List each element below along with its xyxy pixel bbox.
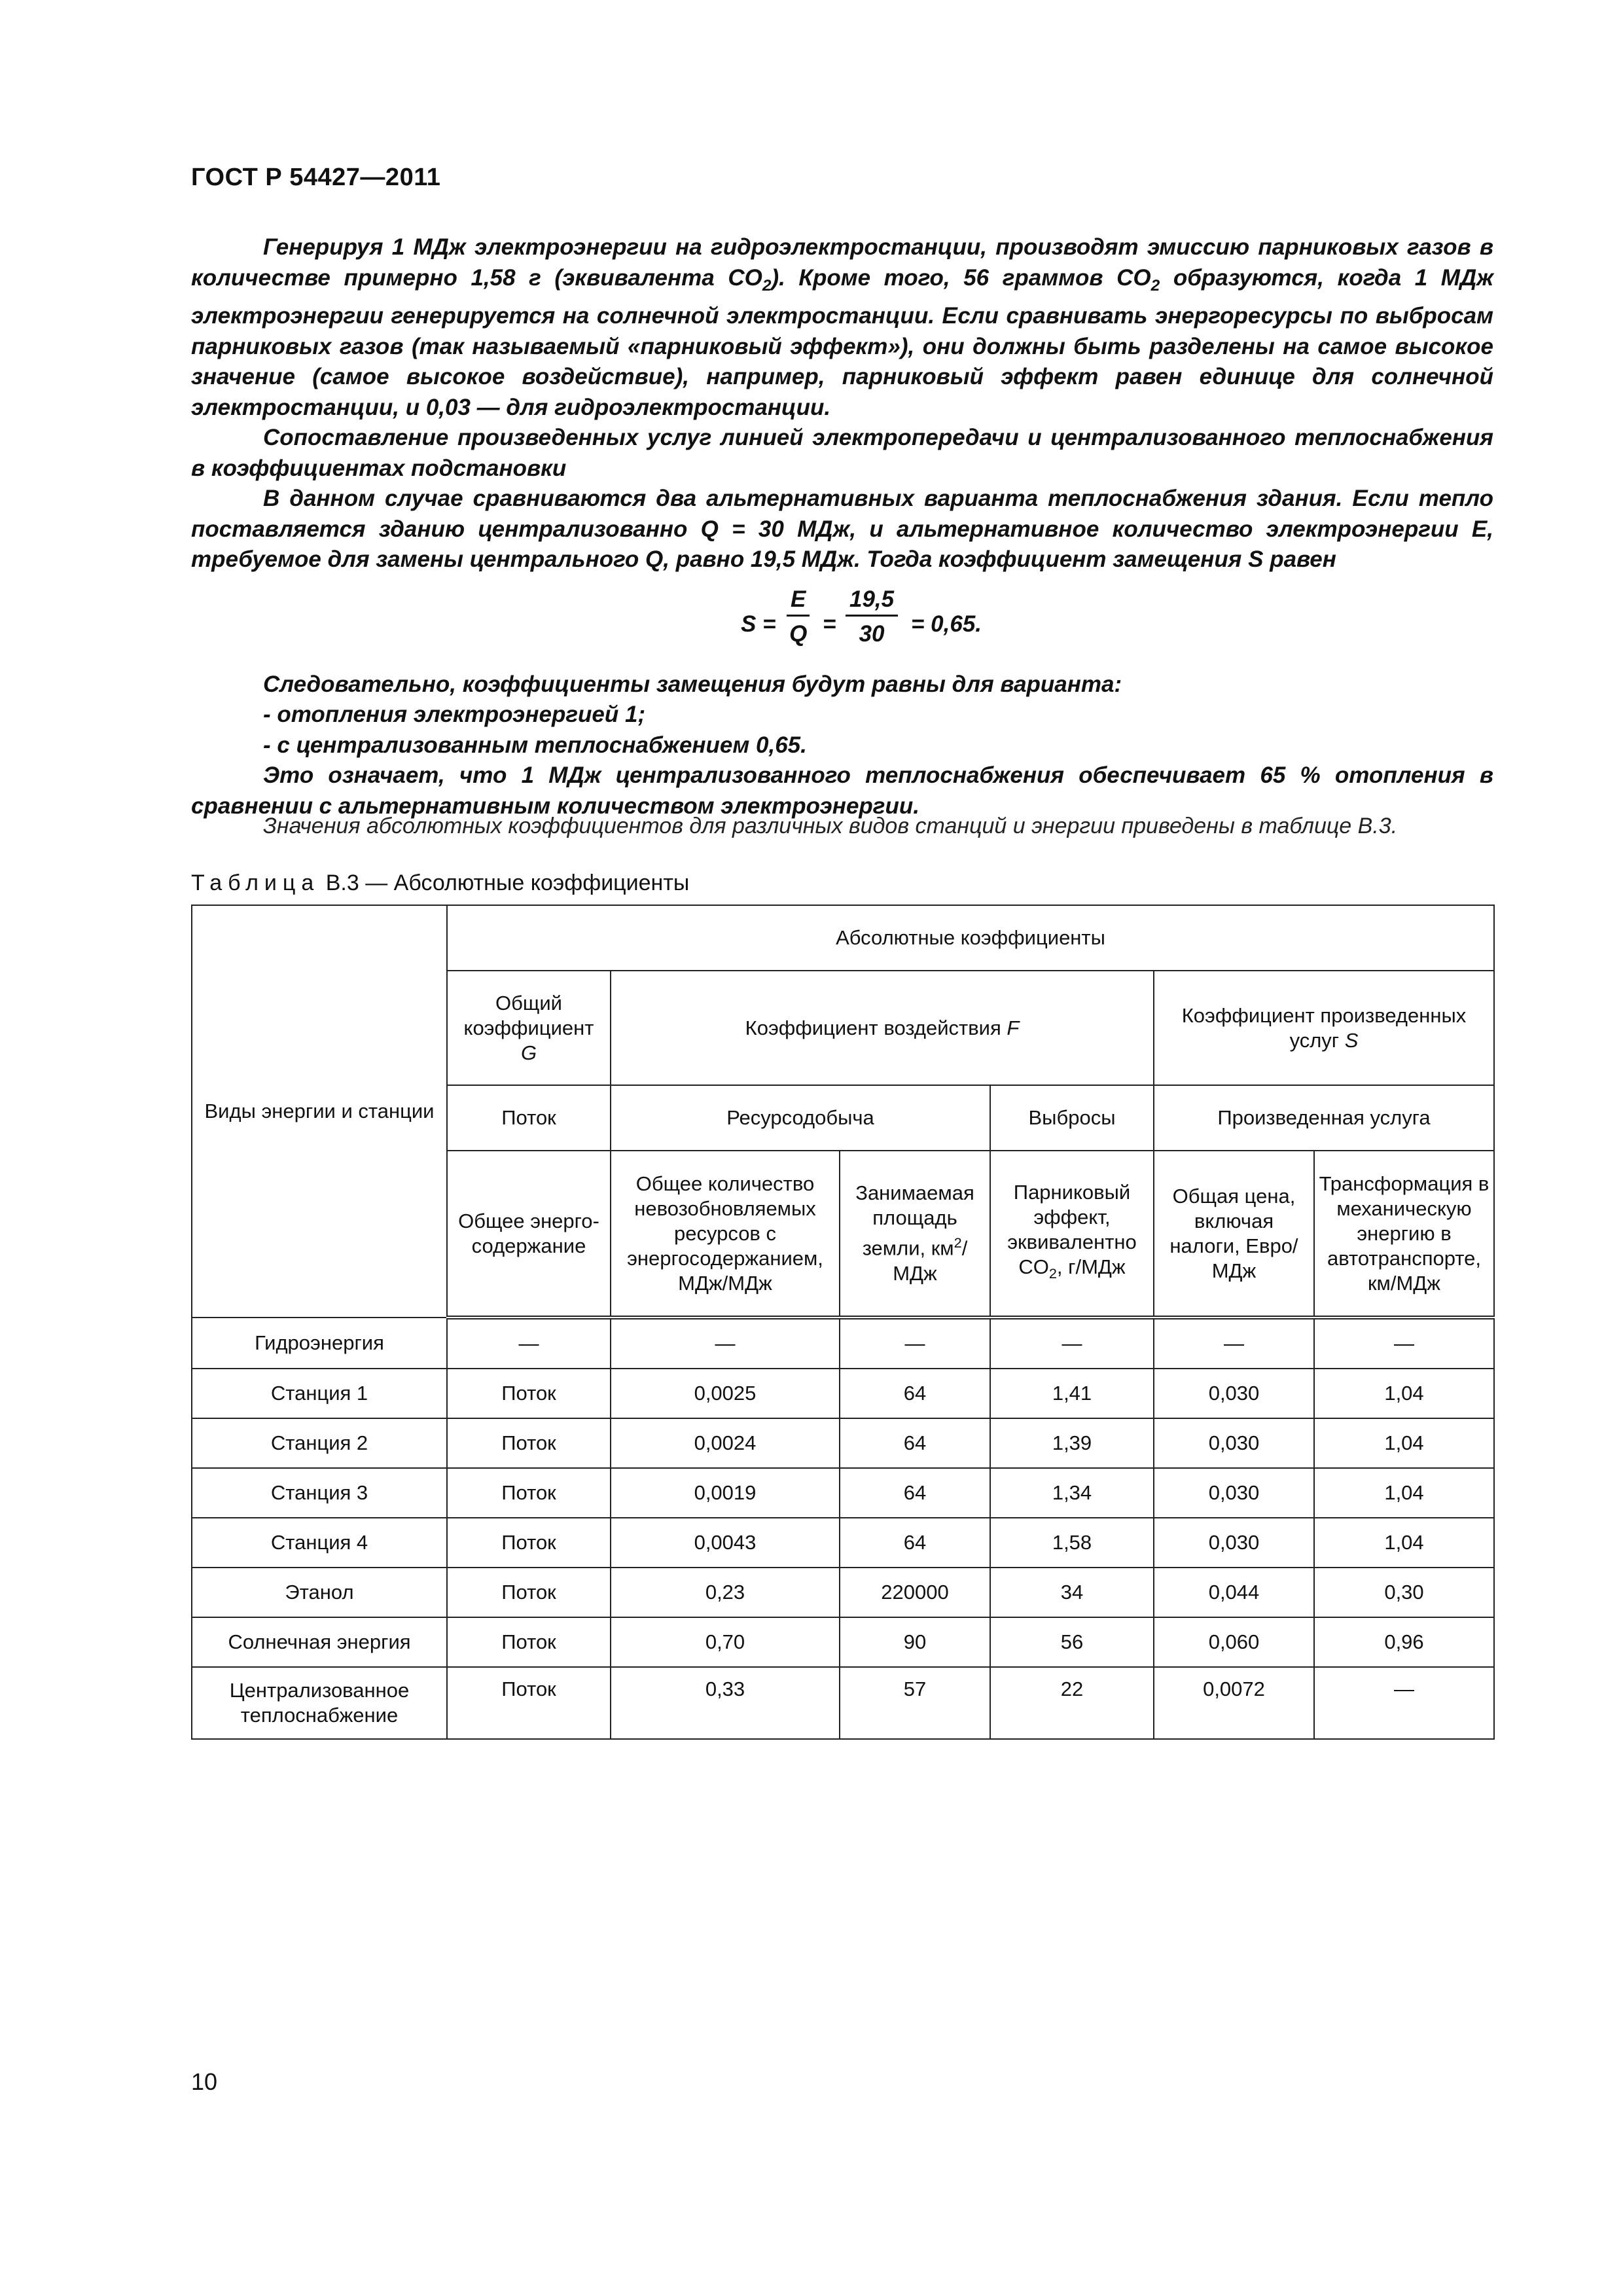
header-produced-service: Произведенная услуга — [1154, 1085, 1494, 1151]
table-cell: — — [447, 1318, 611, 1369]
table-caption: Таблица В.3 — Абсолютные коэффициенты — [191, 870, 690, 895]
header-land-area: Занимаемая площадь земли, $км^2$/МДж — [840, 1151, 990, 1318]
table-row — [192, 1318, 1494, 1369]
table-cell: 0,0025 — [611, 1369, 840, 1418]
absolute-coefficients-table — [191, 905, 1495, 1740]
table-cell: 90 — [840, 1617, 990, 1667]
list-item-district-heating: - с централизованным теплоснабжением 0,65. — [263, 732, 807, 758]
table-cell: 64 — [840, 1418, 990, 1468]
formula-lhs: S = — [741, 611, 776, 637]
table-cell: 0,030 — [1154, 1418, 1314, 1468]
table-cell: Поток — [447, 1568, 611, 1617]
header-absolute-coefficients: Абсолютные коэффициенты — [447, 905, 1494, 971]
formula-fraction-symbolic: $\frac{E}{Q}$ — [787, 584, 810, 650]
row-label: Станция 3 — [192, 1468, 447, 1518]
row-label: Гидроэнергия — [192, 1318, 447, 1369]
row-label: Станция 2 — [192, 1418, 447, 1468]
formula-result: = 0,65. — [911, 611, 982, 637]
paragraph-conclusion-intro: Следовательно, коэффициенты замещения будут равны для варианта: — [263, 671, 1122, 697]
body-text — [191, 232, 1493, 821]
table-row — [192, 1568, 1494, 1617]
table-row — [192, 1468, 1494, 1518]
table-row — [192, 1617, 1494, 1667]
header-services-coefficient: Коэффициент произведенных услуг S — [1154, 971, 1494, 1085]
header-impact-coefficient: Коэффициент воздействия F — [611, 971, 1154, 1085]
table-cell: 220000 — [840, 1568, 990, 1617]
table-cell: 1,34 — [990, 1468, 1154, 1518]
paragraph-alternatives: В данном случае сравниваются два альтернативных варианта теплоснабжения здания. Если тепло поставляется зданию централизованно Q = 30 МДж, и альтернативное количество электроэнергии E, требуемое для замены центрального Q, равно 19,5 МДж. Тогда коэффициент замещения S равен — [191, 486, 1493, 572]
standard-code-header: ГОСТ Р 54427—2011 — [191, 164, 441, 191]
table-cell: 0,030 — [1154, 1468, 1314, 1518]
table-cell: 1,04 — [1314, 1518, 1494, 1568]
table-cell: — — [611, 1318, 840, 1369]
formula-equals: = — [823, 611, 836, 637]
table-cell: Поток — [447, 1617, 611, 1667]
table-cell: 0,030 — [1154, 1369, 1314, 1418]
paragraph-emissions: Генерируя 1 МДж электроэнергии на гидроэлектростанции, производят эмиссию парниковых газов в количестве примерно 1,58 г (эквивалента $CO_2$). Кроме того, 56 граммов $CO_2$ образуются, когда 1 МДж электроэнергии генерируется на солнечной электростанции. Если сравнивать энергоресурсы по выбросам парниковых газов (так называемый «парниковый эффект»), они должны быть разделены на самое высокое значение (самое высокое воздействие), например, парниковый эффект равен единице для солнечной электростанции, и 0,03 — для гидроэлектростанции. — [191, 234, 1493, 420]
table-cell: 64 — [840, 1468, 990, 1518]
table-row — [192, 1518, 1494, 1568]
table-cell: 0,0024 — [611, 1418, 840, 1468]
table-cell: 0,044 — [1154, 1568, 1314, 1617]
header-total-price: Общая цена, включая налоги, Евро/МДж — [1154, 1151, 1314, 1318]
header-resource-extraction: Ресурсодобыча — [611, 1085, 990, 1151]
header-energy-types: Виды энергии и станции — [192, 905, 447, 1318]
row-label: Этанол — [192, 1568, 447, 1617]
table-cell: 64 — [840, 1518, 990, 1568]
header-total-energy-content: Общее энерго-содержание — [447, 1151, 611, 1318]
table-cell: — — [990, 1318, 1154, 1369]
table-row — [192, 1418, 1494, 1468]
table-cell: Поток — [447, 1518, 611, 1568]
table-cell: 0,96 — [1314, 1617, 1494, 1667]
header-greenhouse-effect: Парниковый эффект, эквивалентно $CO_2$, г/МДж — [990, 1151, 1154, 1318]
table-cell: 1,04 — [1314, 1468, 1494, 1518]
table-cell: 1,39 — [990, 1418, 1154, 1468]
header-general-coefficient: Общий коэффициент G — [447, 971, 611, 1085]
table-cell: 1,04 — [1314, 1418, 1494, 1468]
table-cell: 0,30 — [1314, 1568, 1494, 1617]
table-cell: 64 — [840, 1369, 990, 1418]
table-cell: 1,58 — [990, 1518, 1154, 1568]
table-row — [192, 1369, 1494, 1418]
substitution-formula — [191, 584, 1493, 656]
table-cell: Поток — [447, 1468, 611, 1518]
table-cell: 1,41 — [990, 1369, 1154, 1418]
table-cell: 0,23 — [611, 1568, 840, 1617]
table-cell: 0,70 — [611, 1617, 840, 1667]
table-cell: — — [1154, 1318, 1314, 1369]
header-flow: Поток — [447, 1085, 611, 1151]
row-label: Станция 1 — [192, 1369, 447, 1418]
table-cell: 0,030 — [1154, 1518, 1314, 1568]
table-cell: 0,0072 — [1154, 1667, 1314, 1739]
table-cell: 0,0043 — [611, 1518, 840, 1568]
table-cell: 34 — [990, 1568, 1154, 1617]
row-label: Централизованное теплоснабжение — [192, 1667, 447, 1739]
table-row — [192, 1667, 1494, 1739]
page-number: 10 — [191, 2068, 218, 2095]
list-item-electric-heating: - отопления электроэнергией 1; — [263, 702, 646, 727]
table-cell: — — [840, 1318, 990, 1369]
row-label: Станция 4 — [192, 1518, 447, 1568]
table-cell: 0,0019 — [611, 1468, 840, 1518]
formula-fraction-numeric: $\frac{19,5}{30}$ — [846, 584, 898, 650]
table-cell: 56 — [990, 1617, 1154, 1667]
row-label: Солнечная энергия — [192, 1617, 447, 1667]
table-cell: Поток — [447, 1369, 611, 1418]
paragraph-meaning: Это означает, что 1 МДж централизованного теплоснабжения обеспечивает 65 % отопления в сравнении с альтернативным количеством электроэнергии. — [191, 762, 1493, 819]
table-cell: Поток — [447, 1418, 611, 1468]
header-mechanical-transformation: Трансформация в механическую энергию в автотранспорте, км/МДж — [1314, 1151, 1494, 1318]
paragraph-comparison-heading: Сопоставление произведенных услуг линией электропередачи и централизованного теплоснабжения в коэффициентах подстановки — [191, 425, 1493, 481]
table-cell: — — [1314, 1318, 1494, 1369]
table-cell: 0,33 — [611, 1667, 840, 1739]
header-nonrenewable-resources: Общее количество невозобновляемых ресурсов с энергосодержанием, МДж/МДж — [611, 1151, 840, 1318]
table-cell: Поток — [447, 1667, 611, 1739]
table-reference-note: Значения абсолютных коэффициентов для различных видов станций и энергии приведены в таблице В.3. — [263, 814, 1398, 838]
table-cell: 0,060 — [1154, 1617, 1314, 1667]
table-cell: 57 — [840, 1667, 990, 1739]
header-emissions: Выбросы — [990, 1085, 1154, 1151]
table-cell: 1,04 — [1314, 1369, 1494, 1418]
table-cell: — — [1314, 1667, 1494, 1739]
table-cell: 22 — [990, 1667, 1154, 1739]
